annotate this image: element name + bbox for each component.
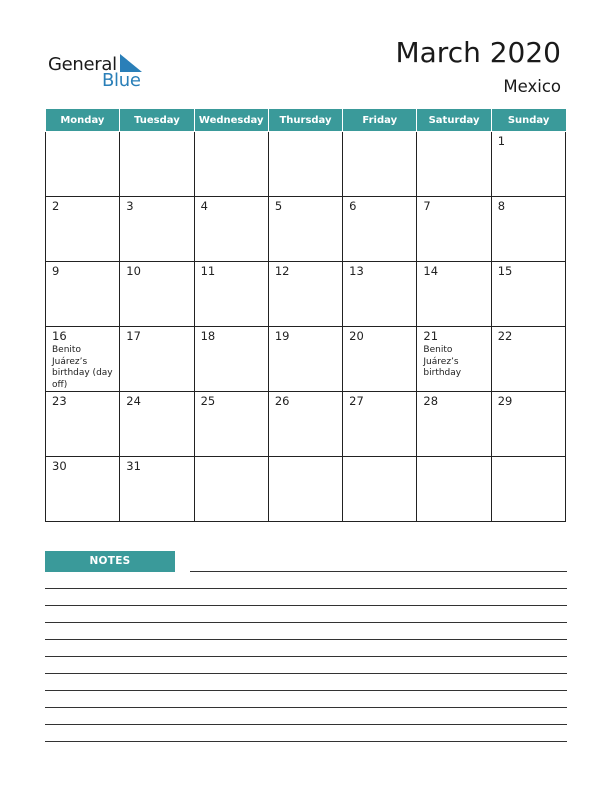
note-line[interactable] [45, 690, 567, 691]
day-cell [194, 392, 268, 457]
day-number: 17 [126, 329, 141, 343]
note-line[interactable] [45, 724, 567, 725]
note-line[interactable] [45, 622, 567, 623]
day-number: 1 [497, 134, 506, 148]
holiday-label [417, 408, 490, 410]
holiday-label [46, 408, 119, 410]
notes-label: NOTES [45, 551, 175, 572]
day-number: 25 [200, 394, 216, 408]
weekday-header: Sunday [491, 109, 565, 132]
day-number: 12 [274, 264, 290, 278]
day-cell [46, 132, 120, 197]
note-line[interactable] [45, 605, 567, 606]
day-number: 20 [349, 329, 364, 343]
holiday-label [195, 343, 268, 345]
day-number: 27 [349, 394, 364, 408]
holiday-label [492, 408, 565, 410]
note-line[interactable] [45, 673, 567, 674]
day-number: 11 [200, 264, 216, 278]
day-cell [343, 392, 417, 457]
logo-word-general: General [48, 54, 117, 75]
day-cell [46, 327, 120, 392]
holiday-label [195, 408, 268, 410]
holiday-label [343, 408, 416, 410]
day-cell [417, 392, 491, 457]
holiday-label [269, 408, 342, 410]
weekday-header: Saturday [417, 109, 491, 132]
day-cell [491, 132, 565, 197]
holiday-label [492, 278, 565, 280]
day-number: 30 [52, 459, 67, 473]
day-number: 23 [52, 394, 67, 408]
country-label: Mexico [503, 77, 561, 96]
day-number: 9 [52, 264, 60, 278]
holiday-label [195, 135, 268, 137]
day-cell [491, 457, 565, 522]
holiday-label [46, 278, 119, 280]
week-row [46, 262, 566, 327]
holiday-label [417, 278, 490, 280]
holiday-label [269, 343, 342, 345]
day-number: 28 [423, 394, 439, 408]
day-cell [46, 197, 120, 262]
day-cell [194, 197, 268, 262]
day-number: 18 [200, 329, 216, 343]
holiday-label [492, 213, 565, 215]
holiday-label [343, 460, 416, 462]
day-cell [46, 262, 120, 327]
day-cell [120, 132, 194, 197]
day-cell [343, 457, 417, 522]
day-cell [343, 262, 417, 327]
day-cell [491, 262, 565, 327]
holiday-label [269, 135, 342, 137]
day-cell [343, 197, 417, 262]
day-cell [417, 262, 491, 327]
day-number: 16 [52, 329, 67, 343]
holiday-label: Benito Juárez’s birthday (day off) [52, 345, 113, 390]
page-title: March 2020 [395, 36, 561, 69]
day-number: 8 [497, 199, 506, 213]
holiday-label [269, 460, 342, 462]
day-cell [268, 132, 342, 197]
day-number: 29 [497, 394, 513, 408]
holiday-label [120, 408, 193, 410]
day-cell [417, 132, 491, 197]
day-cell [343, 327, 417, 392]
holiday-label [120, 278, 193, 280]
holiday-label [343, 278, 416, 280]
holiday-label [417, 460, 490, 462]
holiday-label [492, 460, 565, 462]
note-line[interactable] [45, 707, 567, 708]
day-cell [120, 327, 194, 392]
holiday-label [195, 278, 268, 280]
day-cell [120, 392, 194, 457]
note-line[interactable] [45, 588, 567, 589]
weekday-header: Monday [46, 109, 120, 132]
day-number: 15 [497, 264, 513, 278]
holiday-label: Benito Juárez’s birthday [423, 345, 462, 378]
holiday-label [195, 460, 268, 462]
day-cell [46, 392, 120, 457]
holiday-label [343, 135, 416, 137]
day-number: 4 [200, 199, 208, 213]
week-row [46, 327, 566, 392]
note-line[interactable] [190, 571, 567, 572]
day-cell [194, 262, 268, 327]
day-cell [268, 197, 342, 262]
holiday-label [120, 213, 193, 215]
day-cell [491, 197, 565, 262]
holiday-label [492, 343, 565, 345]
weekday-header: Friday [343, 109, 417, 132]
note-line[interactable] [45, 639, 567, 640]
day-cell [417, 327, 491, 392]
note-line[interactable] [45, 656, 567, 657]
holiday-label [417, 135, 490, 137]
day-cell [120, 457, 194, 522]
holiday-label [417, 213, 490, 215]
day-number: 26 [274, 394, 290, 408]
day-cell [194, 327, 268, 392]
general-blue-logo [48, 52, 158, 92]
day-number: 7 [423, 199, 431, 213]
week-row [46, 197, 566, 262]
day-cell [120, 197, 194, 262]
day-cell [194, 132, 268, 197]
holiday-label [343, 343, 416, 345]
weekday-header: Thursday [268, 109, 342, 132]
day-number: 21 [423, 329, 439, 343]
holiday-label [46, 473, 119, 475]
day-number: 14 [423, 264, 439, 278]
day-number: 2 [52, 199, 60, 213]
holiday-label [120, 135, 193, 137]
holiday-label [120, 473, 193, 475]
day-number: 6 [349, 199, 357, 213]
holiday-label [46, 213, 119, 215]
weekday-header-row [46, 109, 566, 132]
day-cell [120, 262, 194, 327]
week-row [46, 132, 566, 197]
day-cell [268, 392, 342, 457]
day-cell [268, 327, 342, 392]
weekday-header: Wednesday [194, 109, 268, 132]
day-cell [194, 457, 268, 522]
holiday-label [492, 148, 565, 150]
holiday-label [120, 343, 193, 345]
holiday-label [269, 278, 342, 280]
calendar-grid [45, 109, 566, 522]
holiday-label [269, 213, 342, 215]
day-cell [491, 392, 565, 457]
day-cell [343, 132, 417, 197]
day-cell [491, 327, 565, 392]
day-number: 13 [349, 264, 364, 278]
week-row [46, 392, 566, 457]
week-row [46, 457, 566, 522]
day-number: 19 [274, 329, 290, 343]
day-number: 22 [497, 329, 513, 343]
day-number: 5 [274, 199, 283, 213]
logo-word-blue: Blue [102, 70, 141, 91]
weekday-header: Tuesday [120, 109, 194, 132]
day-cell [417, 197, 491, 262]
day-number: 24 [126, 394, 141, 408]
day-cell [417, 457, 491, 522]
day-number: 31 [126, 459, 141, 473]
holiday-label [343, 213, 416, 215]
holiday-label [46, 135, 119, 137]
note-line[interactable] [45, 741, 567, 742]
day-cell [268, 457, 342, 522]
day-cell [268, 262, 342, 327]
holiday-label [195, 213, 268, 215]
day-cell [46, 457, 120, 522]
day-number: 10 [126, 264, 141, 278]
day-number: 3 [126, 199, 134, 213]
